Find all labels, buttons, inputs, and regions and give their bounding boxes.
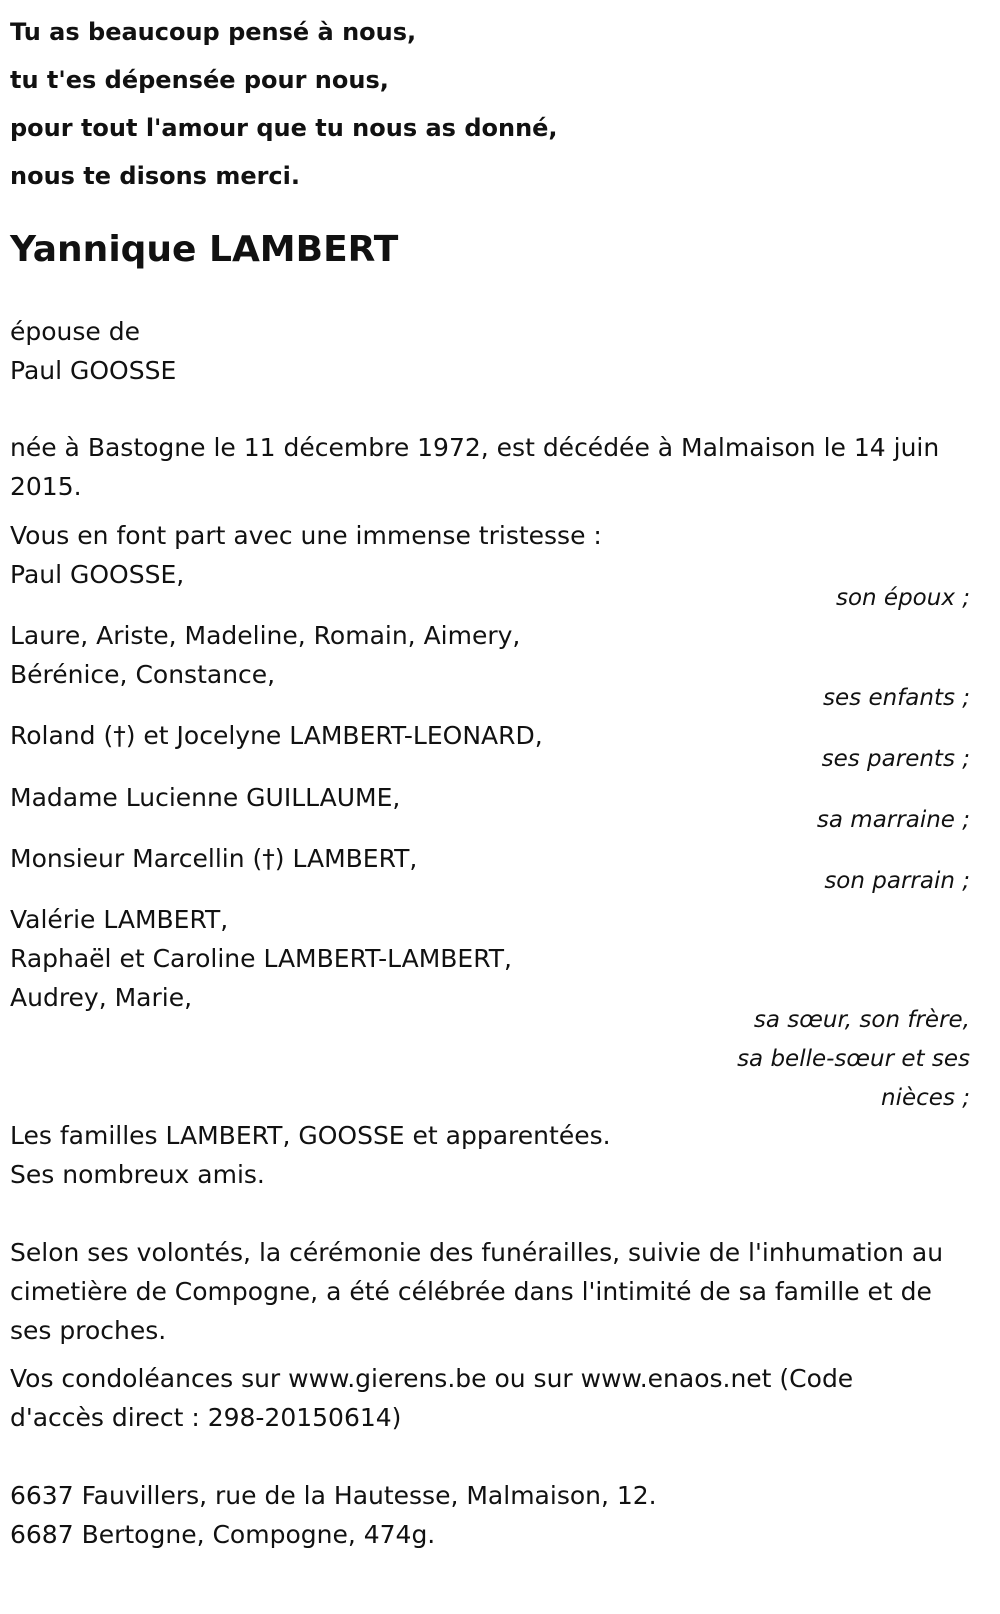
relation-label: son époux ; xyxy=(835,585,970,611)
family-member-siblings: Valérie LAMBERT, xyxy=(10,905,229,934)
condolences-line: Vos condoléances sur www.gierens.be ou sur www.enaos.net (Code xyxy=(10,1364,854,1393)
ceremony-line: ses proches. xyxy=(10,1316,167,1345)
poem-line: pour tout l'amour que tu nous as donné, xyxy=(10,114,558,142)
family-member-parents: Roland (†) et Jocelyne LAMBERT-LEONARD, xyxy=(10,721,543,750)
families-line: Les familles LAMBERT, GOOSSE et apparentées. xyxy=(10,1121,611,1150)
relation-label: ses enfants ; xyxy=(823,685,970,711)
condolences-line: d'accès direct : 298-20150614) xyxy=(10,1403,402,1432)
family-member-siblings: Raphaël et Caroline LAMBERT-LAMBERT, xyxy=(10,944,513,973)
relation-label: sa belle-sœur et ses xyxy=(737,1046,970,1072)
family-member-children: Bérénice, Constance, xyxy=(10,660,276,689)
poem-line: Tu as beaucoup pensé à nous, xyxy=(10,18,417,46)
relation-label: son parrain ; xyxy=(824,868,970,894)
birth-death-line: née à Bastogne le 11 décembre 1972, est décédée à Malmaison le 14 juin xyxy=(10,433,940,462)
poem-line: nous te disons merci. xyxy=(10,162,301,190)
family-member-godmother: Madame Lucienne GUILLAUME, xyxy=(10,783,401,812)
family-member-spouse: Paul GOOSSE, xyxy=(10,560,185,589)
friends-line: Ses nombreux amis. xyxy=(10,1160,265,1189)
poem-line: tu t'es dépensée pour nous, xyxy=(10,66,389,94)
poem xyxy=(10,8,558,200)
ceremony-line: cimetière de Compogne, a été célébrée dans l'intimité de sa famille et de xyxy=(10,1277,932,1306)
spouse-name: Paul GOOSSE xyxy=(10,356,177,385)
spouse-intro: épouse de xyxy=(10,317,140,346)
ceremony-line: Selon ses volontés, la cérémonie des funérailles, suivie de l'inhumation au xyxy=(10,1238,944,1267)
relation-label: sa sœur, son frère, xyxy=(753,1007,970,1033)
address-line: 6637 Fauvillers, rue de la Hautesse, Malmaison, 12. xyxy=(10,1481,657,1510)
relation-label: nièces ; xyxy=(881,1085,970,1111)
family-member-godfather: Monsieur Marcellin (†) LAMBERT, xyxy=(10,844,418,873)
relation-label: ses parents ; xyxy=(821,746,970,772)
family-member-children: Laure, Ariste, Madeline, Romain, Aimery, xyxy=(10,621,521,650)
address-line: 6687 Bertogne, Compogne, 474g. xyxy=(10,1520,436,1549)
relation-label: sa marraine ; xyxy=(816,807,970,833)
deceased-name: Yannique LAMBERT xyxy=(10,229,399,270)
announcement-intro: Vous en font part avec une immense tristesse : xyxy=(10,521,602,550)
birth-death-line: 2015. xyxy=(10,472,82,501)
family-member-siblings: Audrey, Marie, xyxy=(10,983,193,1012)
